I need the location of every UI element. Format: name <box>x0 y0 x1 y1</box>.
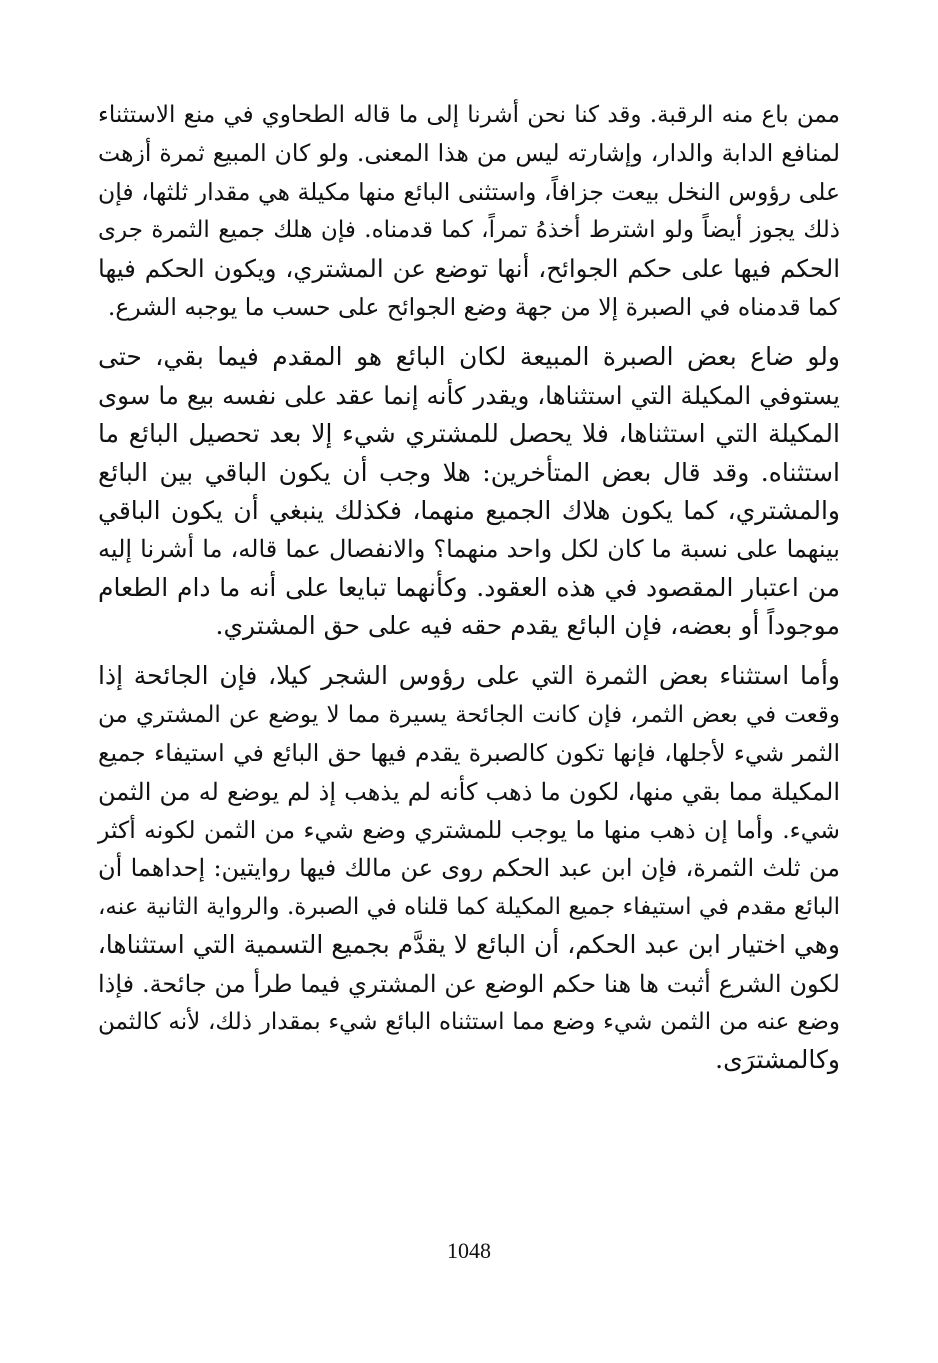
text-line: وضع عنه من الثمن شيء وضع مما استثناه البائع شيء بمقدار ذلك، لأنه كالثمن <box>98 1008 840 1035</box>
paragraph-3 <box>98 657 840 1079</box>
text-line: الحكم فيها على حكم الجوائح، أنها توضع عن المشتري، ويكون الحكم فيها <box>98 253 840 283</box>
text-line: على رؤوس النخل بيعت جزافاً، واستثنى البائع منها مكيلة هي مقدار ثلثها، فإن <box>98 177 840 206</box>
text-line: وأما استثناء بعض الثمرة التي على رؤوس الشجر كيلا، فإن الجائحة إذا <box>98 661 840 691</box>
page-number: 1048 <box>447 1238 491 1263</box>
text-line: من ثلث الثمرة، فإن ابن عبد الحكم روى عن مالك فيها روايتين: إحداهما أن <box>98 854 840 883</box>
text-line: يستوفي المكيلة التي استثناها، ويقدر كأنه إنما عقد على نفسه بيع ما سوى <box>98 380 840 410</box>
text-line: ممن باع منه الرقبة. وقد كنا نحن أشرنا إلى ما قاله الطحاوي في منع الاستثناء <box>98 102 840 128</box>
text-line: ولو ضاع بعض الصبرة المبيعة لكان البائع هو المقدم فيما بقي، حتى <box>98 342 840 372</box>
paragraph-1 <box>98 96 840 326</box>
text-line: لكون الشرع أثبت ها هنا حكم الوضع عن المشتري فيما طرأ من جائحة. فإذا <box>98 969 840 998</box>
text-line: من اعتبار المقصود في هذه العقود. وكأنهما تبايعا على أنه ما دام الطعام <box>98 572 840 602</box>
text-line: استثناه. وقد قال بعض المتأخرين: هلا وجب أن يكون الباقي بين البائع <box>98 457 840 487</box>
text-line: المكيلة التي استثناها، فلا يحصل للمشتري شيء إلا بعد تحصيل البائع ما <box>98 419 840 449</box>
text-line: وقعت في بعض الثمر، فإن كانت الجائحة يسيرة مما لا يوضع عن المشتري من <box>98 701 840 728</box>
text-line: المكيلة مما بقي منها، لكون ما ذهب كأنه لم يذهب إذ لم يوضع له من الثمن <box>98 777 840 806</box>
text-line: الثمر شيء لأجلها، فإنها تكون كالصبرة يقدم فيها حق البائع في استيفاء جميع <box>98 739 840 768</box>
text-line: البائع مقدم في استيفاء جميع المكيلة كما قلناه في الصبرة. والرواية الثانية عنه، <box>98 893 840 920</box>
text-line: وهي اختيار ابن عبد الحكم، أن البائع لا يقدَّم بجميع التسمية التي استثناها، <box>97 930 840 960</box>
paragraph-2 <box>98 338 840 645</box>
text-line: كما قدمناه في الصبرة إلا من جهة وضع الجوائح على حسب ما يوجبه الشرع. <box>107 292 840 321</box>
body-text <box>98 96 840 1080</box>
text-line: شيء. وأما إن ذهب منها ما يوجب للمشتري وضع شيء من الثمن لكونه أكثر <box>98 816 840 845</box>
text-line: بينهما على نسبة ما كان لكل واحد منهما؟ والانفصال عما قاله، ما أشرنا إليه <box>98 535 840 564</box>
text-line: وكالمشترَى. <box>715 1045 840 1075</box>
text-line: موجوداً أو بعضه، فإن البائع يقدم حقه فيه على حق المشتري. <box>215 611 840 641</box>
text-line: والمشتري، كما يكون هلاك الجميع منهما، فكذلك ينبغي أن يكون الباقي <box>98 495 840 525</box>
text-line: ذلك يجوز أيضاً ولو اشترط أخذهُ تمراً، كما قدمناه. فإن هلك جميع الثمرة جرى <box>98 217 840 244</box>
text-line: لمنافع الدابة والدار، وإشارته ليس من هذا المعنى. ولو كان المبيع ثمرة أزهت <box>98 139 840 168</box>
